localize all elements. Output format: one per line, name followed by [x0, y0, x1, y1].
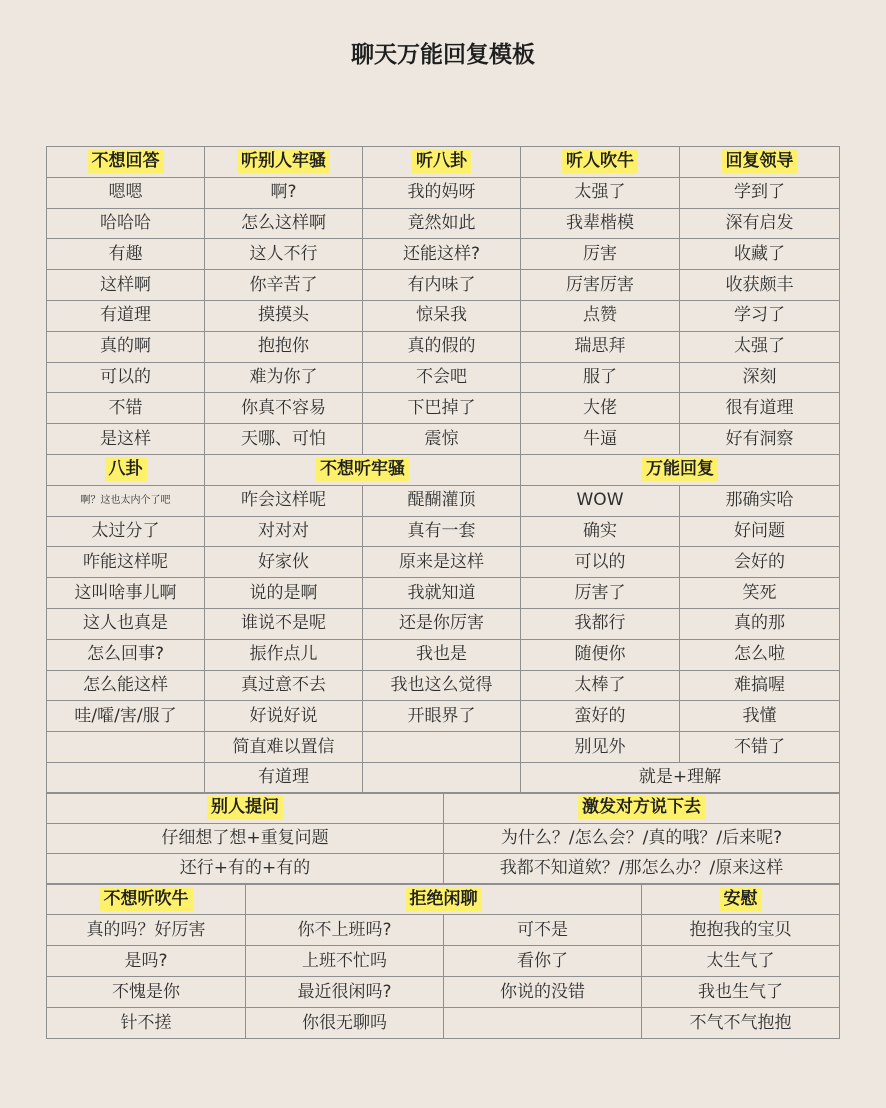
table-row [47, 701, 840, 732]
table-cell: 仔细想了想+重复问题 [47, 823, 444, 854]
table-cell: 这样啊 [47, 270, 205, 301]
table-cell: 原来是这样 [363, 547, 521, 578]
table-cell: 惊呆我 [363, 300, 521, 331]
table-row [47, 424, 840, 455]
page-title: 聊天万能回复模板 [351, 42, 535, 68]
table-cell: 难搞喔 [680, 670, 840, 701]
table-cell: 开眼界了 [363, 701, 521, 732]
table-cell: 你辛苦了 [205, 270, 363, 301]
table-cell: 真的吗？好厉害 [47, 915, 246, 946]
table-cell: 学到了 [680, 177, 840, 208]
table-cell: 好有洞察 [680, 424, 840, 455]
table-cell: 振作点儿 [205, 639, 363, 670]
table-cell: 有内味了 [363, 270, 521, 301]
table-cell: 对对对 [205, 516, 363, 547]
header-cell: 不想听牢骚 [205, 454, 521, 485]
table-cell: 下巴掉了 [363, 393, 521, 424]
header-row [47, 147, 840, 178]
table-row [47, 331, 840, 362]
table-cell: 为什么？/怎么会？/真的哦？/后来呢? [444, 823, 840, 854]
table-cell: 确实 [521, 516, 680, 547]
table-cell: 说的是啊 [205, 578, 363, 609]
table-cell [444, 1008, 642, 1039]
table-cell: 好问题 [680, 516, 840, 547]
table-cell: 你很无聊吗 [246, 1008, 444, 1039]
table-cell: 瑞思拜 [521, 331, 680, 362]
table-cell: 不愧是你 [47, 977, 246, 1008]
table-row [47, 239, 840, 270]
table-row [47, 208, 840, 239]
table-cell: 我辈楷模 [521, 208, 680, 239]
header-cell: 八卦 [47, 454, 205, 485]
table-cell: 你不上班吗? [246, 915, 444, 946]
table-cell: 牛逼 [521, 424, 680, 455]
table-row [47, 485, 840, 516]
header-cell: 听八卦 [363, 147, 521, 178]
table-cell: 厉害厉害 [521, 270, 680, 301]
table-cell: 点赞 [521, 300, 680, 331]
table-cell: 不错 [47, 393, 205, 424]
table-cell: 好说好说 [205, 701, 363, 732]
table-cell: 有道理 [205, 762, 363, 793]
table-cell: 太强了 [680, 331, 840, 362]
table-cell: 好家伙 [205, 547, 363, 578]
table-row [47, 854, 840, 885]
table-cell: 真的啊 [47, 331, 205, 362]
table-cell: 啊？这也太内个了吧 [47, 485, 205, 516]
table-cell: 抱抱你 [205, 331, 363, 362]
table-cell: 怎么啦 [680, 639, 840, 670]
table-cell: 收藏了 [680, 239, 840, 270]
table-cell: 我就知道 [363, 578, 521, 609]
table-row [47, 270, 840, 301]
table-cell: 厉害了 [521, 578, 680, 609]
table-cell: 真的假的 [363, 331, 521, 362]
table-cell: 太生气了 [642, 946, 840, 977]
reply-table-main [46, 146, 840, 794]
table-row [47, 915, 840, 946]
table-cell: 简直难以置信 [205, 732, 363, 763]
table-cell [47, 762, 205, 793]
table-cell: 学习了 [680, 300, 840, 331]
table-cell: 太过分了 [47, 516, 205, 547]
table-cell: 难为你了 [205, 362, 363, 393]
header-row [47, 884, 840, 915]
table-cell: 我的妈呀 [363, 177, 521, 208]
table-cell: 这人不行 [205, 239, 363, 270]
table-row [47, 516, 840, 547]
table-cell: 最近很闲吗? [246, 977, 444, 1008]
header-cell: 激发对方说下去 [444, 793, 840, 824]
table-row [47, 578, 840, 609]
table-row [47, 393, 840, 424]
table-cell: 就是+理解 [521, 762, 840, 793]
table-cell: WOW [521, 485, 680, 516]
table-cell: 不错了 [680, 732, 840, 763]
table-cell: 咋能这样呢 [47, 547, 205, 578]
table-row [47, 946, 840, 977]
header-row [47, 793, 840, 824]
table-cell: 怎么这样啊 [205, 208, 363, 239]
header-cell: 别人提问 [47, 793, 444, 824]
table-cell: 抱抱我的宝贝 [642, 915, 840, 946]
table-cell: 竟然如此 [363, 208, 521, 239]
table-cell: 可以的 [47, 362, 205, 393]
table-cell [47, 732, 205, 763]
table-cell: 别见外 [521, 732, 680, 763]
header-cell: 万能回复 [521, 454, 840, 485]
table-cell: 我也是 [363, 639, 521, 670]
table-cell: 醍醐灌顶 [363, 485, 521, 516]
table-cell: 怎么回事? [47, 639, 205, 670]
table-cell: 这人也真是 [47, 608, 205, 639]
table-cell: 这叫啥事儿啊 [47, 578, 205, 609]
table-cell: 看你了 [444, 946, 642, 977]
table-row [47, 300, 840, 331]
table-row [47, 670, 840, 701]
table-cell: 还能这样? [363, 239, 521, 270]
table-cell [363, 762, 521, 793]
reply-table-refuse [46, 883, 840, 1039]
table-cell: 太强了 [521, 177, 680, 208]
table-cell: 摸摸头 [205, 300, 363, 331]
table-cell: 有道理 [47, 300, 205, 331]
table-cell: 是吗? [47, 946, 246, 977]
table-cell: 服了 [521, 362, 680, 393]
table-cell: 天哪、可怕 [205, 424, 363, 455]
table-row [47, 547, 840, 578]
table-cell: 我也这么觉得 [363, 670, 521, 701]
table-cell: 谁说不是呢 [205, 608, 363, 639]
table-cell: 哇/嚯/害/服了 [47, 701, 205, 732]
table-cell: 那确实哈 [680, 485, 840, 516]
table-cell: 深有启发 [680, 208, 840, 239]
table-row [47, 1008, 840, 1039]
table-cell: 真过意不去 [205, 670, 363, 701]
table-row [47, 639, 840, 670]
header-cell: 听人吹牛 [521, 147, 680, 178]
table-cell: 真的那 [680, 608, 840, 639]
table-cell: 可不是 [444, 915, 642, 946]
table-cell: 嗯嗯 [47, 177, 205, 208]
table-row [47, 977, 840, 1008]
table-row [47, 762, 840, 793]
table-cell: 我都行 [521, 608, 680, 639]
table-cell: 怎么能这样 [47, 670, 205, 701]
table-row [47, 362, 840, 393]
table-cell: 我懂 [680, 701, 840, 732]
table-cell: 我都不知道欸？/那怎么办？/原来这样 [444, 854, 840, 885]
table-cell: 随便你 [521, 639, 680, 670]
table-cell: 我也生气了 [642, 977, 840, 1008]
table-cell: 你真不容易 [205, 393, 363, 424]
table-cell: 还行+有的+有的 [47, 854, 444, 885]
table-cell: 真有一套 [363, 516, 521, 547]
table-cell: 太棒了 [521, 670, 680, 701]
table-cell: 咋会这样呢 [205, 485, 363, 516]
table-cell: 大佬 [521, 393, 680, 424]
table-cell: 蛮好的 [521, 701, 680, 732]
header-cell: 不想听吹牛 [47, 884, 246, 915]
header-cell: 安慰 [642, 884, 840, 915]
table-cell: 深刻 [680, 362, 840, 393]
header-cell: 回复领导 [680, 147, 840, 178]
table-cell: 有趣 [47, 239, 205, 270]
header-cell: 拒绝闲聊 [246, 884, 642, 915]
table-cell: 你说的没错 [444, 977, 642, 1008]
table-row [47, 177, 840, 208]
header-cell: 不想回答 [47, 147, 205, 178]
header-row [47, 454, 840, 485]
table-row [47, 823, 840, 854]
header-cell: 听别人牢骚 [205, 147, 363, 178]
table-cell: 不会吧 [363, 362, 521, 393]
table-cell: 上班不忙吗 [246, 946, 444, 977]
reply-table-questions [46, 792, 840, 885]
table-row [47, 732, 840, 763]
table-cell: 啊? [205, 177, 363, 208]
table-row [47, 608, 840, 639]
table-cell: 收获颇丰 [680, 270, 840, 301]
table-cell: 哈哈哈 [47, 208, 205, 239]
table-cell: 会好的 [680, 547, 840, 578]
table-cell: 不气不气抱抱 [642, 1008, 840, 1039]
table-cell: 可以的 [521, 547, 680, 578]
table-cell: 是这样 [47, 424, 205, 455]
table-cell: 很有道理 [680, 393, 840, 424]
table-cell: 针不搓 [47, 1008, 246, 1039]
table-cell: 厉害 [521, 239, 680, 270]
table-cell: 震惊 [363, 424, 521, 455]
table-cell [363, 732, 521, 763]
table-cell: 还是你厉害 [363, 608, 521, 639]
table-cell: 笑死 [680, 578, 840, 609]
